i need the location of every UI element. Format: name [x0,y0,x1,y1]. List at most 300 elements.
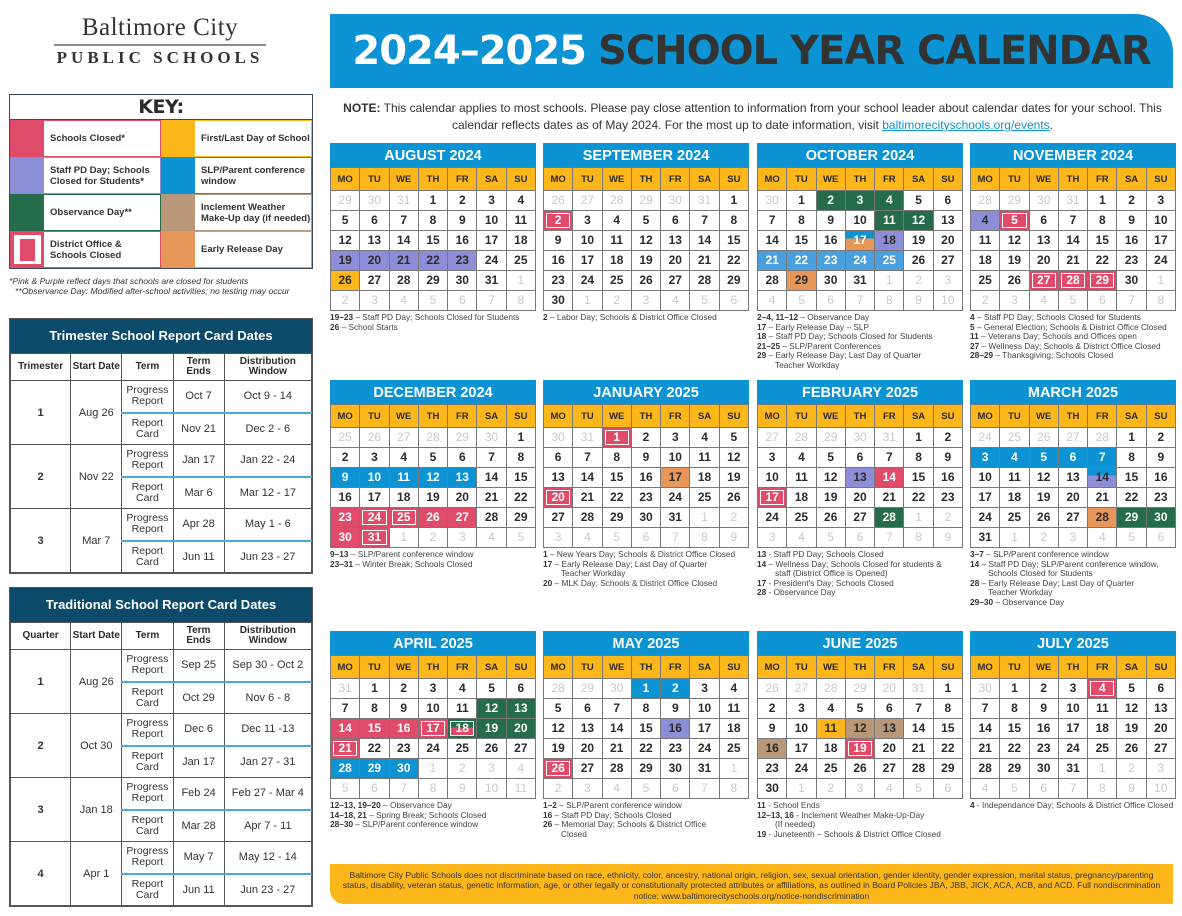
day-cell[interactable]: 21 [904,739,933,759]
day-cell[interactable]: 13 [661,231,690,251]
day-cell[interactable]: 21 [477,488,506,508]
day-cell[interactable]: 30 [544,291,573,311]
day-cell[interactable]: 12 [817,468,846,488]
day-cell[interactable]: 24 [661,488,690,508]
day-cell[interactable]: 18 [390,488,419,508]
day-cell[interactable]: 17 [419,719,448,739]
day-cell[interactable]: 17 [573,251,602,271]
day-cell[interactable]: 18 [787,488,816,508]
day-cell[interactable]: 8 [1117,448,1146,468]
day-cell[interactable]: 11 [720,699,749,719]
day-cell[interactable]: 23 [1117,251,1146,271]
day-cell[interactable]: 3 [419,679,448,699]
day-cell[interactable]: 7 [603,699,632,719]
day-cell[interactable]: 29 [507,508,536,528]
day-cell[interactable]: 20 [1147,719,1176,739]
day-cell[interactable]: 21 [971,739,1000,759]
day-cell[interactable]: 16 [661,719,690,739]
day-cell[interactable]: 24 [846,251,875,271]
day-cell[interactable]: 15 [934,719,963,739]
day-cell[interactable]: 17 [661,468,690,488]
day-cell[interactable]: 27 [448,508,477,528]
day-cell[interactable]: 6 [934,191,963,211]
day-cell[interactable]: 22 [507,488,536,508]
day-cell[interactable]: 2 [1147,428,1176,448]
day-cell[interactable]: 18 [603,251,632,271]
day-cell[interactable]: 3 [477,191,506,211]
day-cell[interactable]: 27 [507,739,536,759]
day-cell[interactable]: 23 [817,251,846,271]
day-cell[interactable]: 28 [1088,508,1117,528]
day-cell[interactable]: 19 [817,488,846,508]
day-cell[interactable]: 4 [1000,448,1029,468]
day-cell[interactable]: 22 [720,251,749,271]
day-cell[interactable]: 18 [690,468,719,488]
day-cell[interactable]: 20 [661,251,690,271]
day-cell[interactable]: 24 [1059,739,1088,759]
day-cell[interactable]: 30 [1147,508,1176,528]
day-cell[interactable]: 27 [661,271,690,291]
day-cell[interactable]: 28 [573,508,602,528]
day-cell[interactable]: 8 [360,699,389,719]
day-cell[interactable]: 9 [817,211,846,231]
day-cell[interactable]: 7 [875,448,904,468]
day-cell[interactable]: 7 [1059,211,1088,231]
day-cell[interactable]: 4 [507,191,536,211]
day-cell[interactable]: 1 [507,428,536,448]
day-cell[interactable]: 6 [846,448,875,468]
day-cell[interactable]: 2 [390,679,419,699]
day-cell[interactable]: 3 [758,448,787,468]
day-cell[interactable]: 10 [477,211,506,231]
day-cell[interactable]: 22 [1000,739,1029,759]
day-cell[interactable]: 24 [971,508,1000,528]
day-cell[interactable]: 29 [1117,508,1146,528]
day-cell[interactable]: 23 [1030,739,1059,759]
day-cell[interactable]: 19 [846,739,875,759]
day-cell[interactable]: 27 [1030,271,1059,291]
day-cell[interactable]: 25 [448,739,477,759]
day-cell[interactable]: 31 [360,528,389,548]
day-cell[interactable]: 5 [1030,448,1059,468]
day-cell[interactable]: 12 [1117,699,1146,719]
day-cell[interactable]: 27 [1059,508,1088,528]
day-cell[interactable]: 2 [817,191,846,211]
day-cell[interactable]: 29 [603,508,632,528]
day-cell[interactable]: 25 [603,271,632,291]
day-cell[interactable]: 14 [971,719,1000,739]
day-cell[interactable]: 4 [448,679,477,699]
day-cell[interactable]: 20 [507,719,536,739]
day-cell[interactable]: 15 [904,468,933,488]
day-cell[interactable]: 26 [419,508,448,528]
day-cell[interactable]: 16 [448,231,477,251]
day-cell[interactable]: 21 [1059,251,1088,271]
day-cell[interactable]: 3 [573,211,602,231]
day-cell[interactable]: 27 [573,759,602,779]
day-cell[interactable]: 28 [971,759,1000,779]
day-cell[interactable]: 10 [1147,211,1176,231]
day-cell[interactable]: 15 [1117,468,1146,488]
day-cell[interactable]: 21 [690,251,719,271]
day-cell[interactable]: 10 [787,719,816,739]
day-cell[interactable]: 19 [632,251,661,271]
day-cell[interactable]: 31 [661,508,690,528]
day-cell[interactable]: 9 [390,699,419,719]
day-cell[interactable]: 15 [360,719,389,739]
day-cell[interactable]: 5 [904,191,933,211]
day-cell[interactable]: 11 [390,468,419,488]
day-cell[interactable]: 4 [1088,679,1117,699]
day-cell[interactable]: 25 [817,759,846,779]
day-cell[interactable]: 25 [1088,739,1117,759]
day-cell[interactable]: 29 [419,271,448,291]
day-cell[interactable]: 25 [720,739,749,759]
day-cell[interactable]: 12 [720,448,749,468]
day-cell[interactable]: 11 [690,448,719,468]
day-cell[interactable]: 1 [1000,679,1029,699]
day-cell[interactable]: 20 [360,251,389,271]
day-cell[interactable]: 22 [1088,251,1117,271]
day-cell[interactable]: 2 [632,428,661,448]
day-cell[interactable]: 30 [817,271,846,291]
day-cell[interactable]: 21 [1088,488,1117,508]
day-cell[interactable]: 23 [934,488,963,508]
day-cell[interactable]: 20 [846,488,875,508]
day-cell[interactable]: 17 [1059,719,1088,739]
day-cell[interactable]: 11 [971,231,1000,251]
day-cell[interactable]: 27 [544,508,573,528]
day-cell[interactable]: 4 [390,448,419,468]
day-cell[interactable]: 10 [758,468,787,488]
day-cell[interactable]: 8 [419,211,448,231]
day-cell[interactable]: 14 [875,468,904,488]
day-cell[interactable]: 8 [934,699,963,719]
day-cell[interactable]: 23 [1147,488,1176,508]
day-cell[interactable]: 8 [1088,211,1117,231]
day-cell[interactable]: 26 [720,488,749,508]
day-cell[interactable]: 4 [971,211,1000,231]
day-cell[interactable]: 7 [573,448,602,468]
day-cell[interactable]: 26 [1030,508,1059,528]
day-cell[interactable]: 26 [817,508,846,528]
day-cell[interactable]: 12 [544,719,573,739]
day-cell[interactable]: 22 [904,488,933,508]
day-cell[interactable]: 4 [817,699,846,719]
day-cell[interactable]: 13 [573,719,602,739]
day-cell[interactable]: 19 [331,251,360,271]
day-cell[interactable]: 10 [1059,699,1088,719]
day-cell[interactable]: 5 [632,211,661,231]
day-cell[interactable]: 13 [1030,231,1059,251]
day-cell[interactable]: 6 [875,699,904,719]
day-cell[interactable]: 5 [1117,679,1146,699]
day-cell[interactable]: 22 [419,251,448,271]
day-cell[interactable]: 3 [360,448,389,468]
day-cell[interactable]: 19 [1000,251,1029,271]
day-cell[interactable]: 11 [817,719,846,739]
day-cell[interactable]: 17 [971,488,1000,508]
day-cell[interactable]: 1 [787,191,816,211]
day-cell[interactable]: 4 [603,211,632,231]
day-cell[interactable]: 10 [971,468,1000,488]
day-cell[interactable]: 6 [573,699,602,719]
day-cell[interactable]: 9 [1030,699,1059,719]
day-cell[interactable]: 7 [331,699,360,719]
day-cell[interactable]: 8 [603,448,632,468]
day-cell[interactable]: 10 [690,699,719,719]
day-cell[interactable]: 23 [544,271,573,291]
day-cell[interactable]: 29 [720,271,749,291]
day-cell[interactable]: 13 [1147,699,1176,719]
day-cell[interactable]: 11 [603,231,632,251]
day-cell[interactable]: 26 [1000,271,1029,291]
day-cell[interactable]: 24 [787,759,816,779]
day-cell[interactable]: 28 [904,759,933,779]
day-cell[interactable]: 24 [758,508,787,528]
day-cell[interactable]: 7 [477,448,506,468]
day-cell[interactable]: 25 [875,251,904,271]
day-cell[interactable]: 2 [544,211,573,231]
day-cell[interactable]: 3 [971,448,1000,468]
day-cell[interactable]: 15 [632,719,661,739]
day-cell[interactable]: 13 [875,719,904,739]
day-cell[interactable]: 16 [1147,468,1176,488]
day-cell[interactable]: 15 [1000,719,1029,739]
day-cell[interactable]: 4 [875,191,904,211]
day-cell[interactable]: 26 [846,759,875,779]
day-cell[interactable]: 3 [1059,679,1088,699]
day-cell[interactable]: 14 [603,719,632,739]
day-cell[interactable]: 15 [507,468,536,488]
day-cell[interactable]: 6 [1059,448,1088,468]
day-cell[interactable]: 19 [419,488,448,508]
day-cell[interactable]: 19 [477,719,506,739]
day-cell[interactable]: 30 [1117,271,1146,291]
day-cell[interactable]: 13 [507,699,536,719]
day-cell[interactable]: 21 [573,488,602,508]
day-cell[interactable]: 11 [448,699,477,719]
day-cell[interactable]: 16 [331,488,360,508]
day-cell[interactable]: 18 [817,739,846,759]
day-cell[interactable]: 24 [419,739,448,759]
day-cell[interactable]: 22 [934,739,963,759]
day-cell[interactable]: 9 [758,719,787,739]
day-cell[interactable]: 20 [1059,488,1088,508]
day-cell[interactable]: 1 [360,679,389,699]
day-cell[interactable]: 3 [846,191,875,211]
day-cell[interactable]: 23 [758,759,787,779]
day-cell[interactable]: 12 [477,699,506,719]
day-cell[interactable]: 15 [1088,231,1117,251]
day-cell[interactable]: 12 [331,231,360,251]
day-cell[interactable]: 30 [661,759,690,779]
day-cell[interactable]: 1 [934,679,963,699]
day-cell[interactable]: 14 [1088,468,1117,488]
day-cell[interactable]: 19 [1117,719,1146,739]
day-cell[interactable]: 24 [360,508,389,528]
day-cell[interactable]: 28 [477,508,506,528]
day-cell[interactable]: 10 [419,699,448,719]
day-cell[interactable]: 25 [390,508,419,528]
day-cell[interactable]: 21 [603,739,632,759]
day-cell[interactable]: 19 [544,739,573,759]
day-cell[interactable]: 17 [846,231,875,251]
day-cell[interactable]: 31 [846,271,875,291]
day-cell[interactable]: 25 [690,488,719,508]
day-cell[interactable]: 9 [448,211,477,231]
day-cell[interactable]: 24 [1147,251,1176,271]
day-cell[interactable]: 27 [360,271,389,291]
day-cell[interactable]: 26 [477,739,506,759]
day-cell[interactable]: 29 [787,271,816,291]
day-cell[interactable]: 11 [875,211,904,231]
day-cell[interactable]: 26 [1117,739,1146,759]
day-cell[interactable]: 11 [507,211,536,231]
day-cell[interactable]: 9 [632,448,661,468]
day-cell[interactable]: 22 [787,251,816,271]
day-cell[interactable]: 13 [360,231,389,251]
day-cell[interactable]: 26 [904,251,933,271]
day-cell[interactable]: 14 [573,468,602,488]
day-cell[interactable]: 28 [331,759,360,779]
day-cell[interactable]: 13 [544,468,573,488]
day-cell[interactable]: 1 [720,191,749,211]
day-cell[interactable]: 25 [971,271,1000,291]
day-cell[interactable]: 10 [573,231,602,251]
day-cell[interactable]: 17 [477,231,506,251]
day-cell[interactable]: 17 [787,739,816,759]
day-cell[interactable]: 15 [419,231,448,251]
day-cell[interactable]: 17 [360,488,389,508]
day-cell[interactable]: 5 [544,699,573,719]
day-cell[interactable]: 25 [1000,508,1029,528]
day-cell[interactable]: 5 [477,679,506,699]
day-cell[interactable]: 5 [331,211,360,231]
day-cell[interactable]: 30 [331,528,360,548]
day-cell[interactable]: 26 [544,759,573,779]
day-cell[interactable]: 23 [661,739,690,759]
day-cell[interactable]: 9 [934,448,963,468]
day-cell[interactable]: 16 [934,468,963,488]
day-cell[interactable]: 6 [544,448,573,468]
day-cell[interactable]: 28 [603,759,632,779]
day-cell[interactable]: 29 [1088,271,1117,291]
day-cell[interactable]: 18 [971,251,1000,271]
day-cell[interactable]: 2 [331,448,360,468]
day-cell[interactable]: 16 [544,251,573,271]
day-cell[interactable]: 14 [690,231,719,251]
day-cell[interactable]: 18 [720,719,749,739]
day-cell[interactable]: 6 [1030,211,1059,231]
day-cell[interactable]: 23 [390,739,419,759]
day-cell[interactable]: 12 [904,211,933,231]
day-cell[interactable]: 27 [846,508,875,528]
day-cell[interactable]: 28 [690,271,719,291]
day-cell[interactable]: 1 [1088,191,1117,211]
day-cell[interactable]: 18 [448,719,477,739]
day-cell[interactable]: 2 [758,699,787,719]
day-cell[interactable]: 21 [758,251,787,271]
day-cell[interactable]: 16 [1117,231,1146,251]
day-cell[interactable]: 11 [1088,699,1117,719]
day-cell[interactable]: 12 [419,468,448,488]
day-cell[interactable]: 15 [720,231,749,251]
day-cell[interactable]: 5 [720,428,749,448]
day-cell[interactable]: 17 [758,488,787,508]
day-cell[interactable]: 9 [1117,211,1146,231]
day-cell[interactable]: 15 [603,468,632,488]
day-cell[interactable]: 20 [934,231,963,251]
day-cell[interactable]: 1 [419,191,448,211]
day-cell[interactable]: 8 [632,699,661,719]
day-cell[interactable]: 2 [448,191,477,211]
day-cell[interactable]: 18 [875,231,904,251]
day-cell[interactable]: 29 [934,759,963,779]
day-cell[interactable]: 17 [1147,231,1176,251]
day-cell[interactable]: 10 [360,468,389,488]
day-cell[interactable]: 5 [817,448,846,468]
day-cell[interactable]: 28 [390,271,419,291]
day-cell[interactable]: 12 [1030,468,1059,488]
day-cell[interactable]: 24 [690,739,719,759]
day-cell[interactable]: 13 [846,468,875,488]
day-cell[interactable]: 6 [1147,679,1176,699]
day-cell[interactable]: 19 [720,468,749,488]
day-cell[interactable]: 11 [787,468,816,488]
day-cell[interactable]: 11 [1000,468,1029,488]
day-cell[interactable]: 4 [690,428,719,448]
day-cell[interactable]: 15 [787,231,816,251]
day-cell[interactable]: 6 [661,211,690,231]
day-cell[interactable]: 16 [632,468,661,488]
events-link[interactable]: baltimorecityschools.org/events [882,118,1050,132]
day-cell[interactable]: 5 [419,448,448,468]
day-cell[interactable]: 8 [1000,699,1029,719]
day-cell[interactable]: 7 [971,699,1000,719]
day-cell[interactable]: 23 [331,508,360,528]
day-cell[interactable]: 27 [1147,739,1176,759]
day-cell[interactable]: 14 [1059,231,1088,251]
day-cell[interactable]: 12 [1000,231,1029,251]
day-cell[interactable]: 28 [1059,271,1088,291]
day-cell[interactable]: 7 [390,211,419,231]
day-cell[interactable]: 25 [787,508,816,528]
day-cell[interactable]: 10 [661,448,690,468]
day-cell[interactable]: 28 [758,271,787,291]
day-cell[interactable]: 24 [573,271,602,291]
day-cell[interactable]: 29 [632,759,661,779]
day-cell[interactable]: 16 [390,719,419,739]
day-cell[interactable]: 9 [331,468,360,488]
day-cell[interactable]: 31 [690,759,719,779]
day-cell[interactable]: 1 [603,428,632,448]
day-cell[interactable]: 3 [787,699,816,719]
day-cell[interactable]: 21 [875,488,904,508]
day-cell[interactable]: 13 [934,211,963,231]
day-cell[interactable]: 1 [632,679,661,699]
day-cell[interactable]: 29 [360,759,389,779]
day-cell[interactable]: 20 [875,739,904,759]
day-cell[interactable]: 9 [661,699,690,719]
day-cell[interactable]: 26 [331,271,360,291]
day-cell[interactable]: 30 [390,759,419,779]
day-cell[interactable]: 23 [632,488,661,508]
day-cell[interactable]: 21 [390,251,419,271]
day-cell[interactable]: 1 [904,428,933,448]
day-cell[interactable]: 7 [1088,448,1117,468]
day-cell[interactable]: 20 [1030,251,1059,271]
